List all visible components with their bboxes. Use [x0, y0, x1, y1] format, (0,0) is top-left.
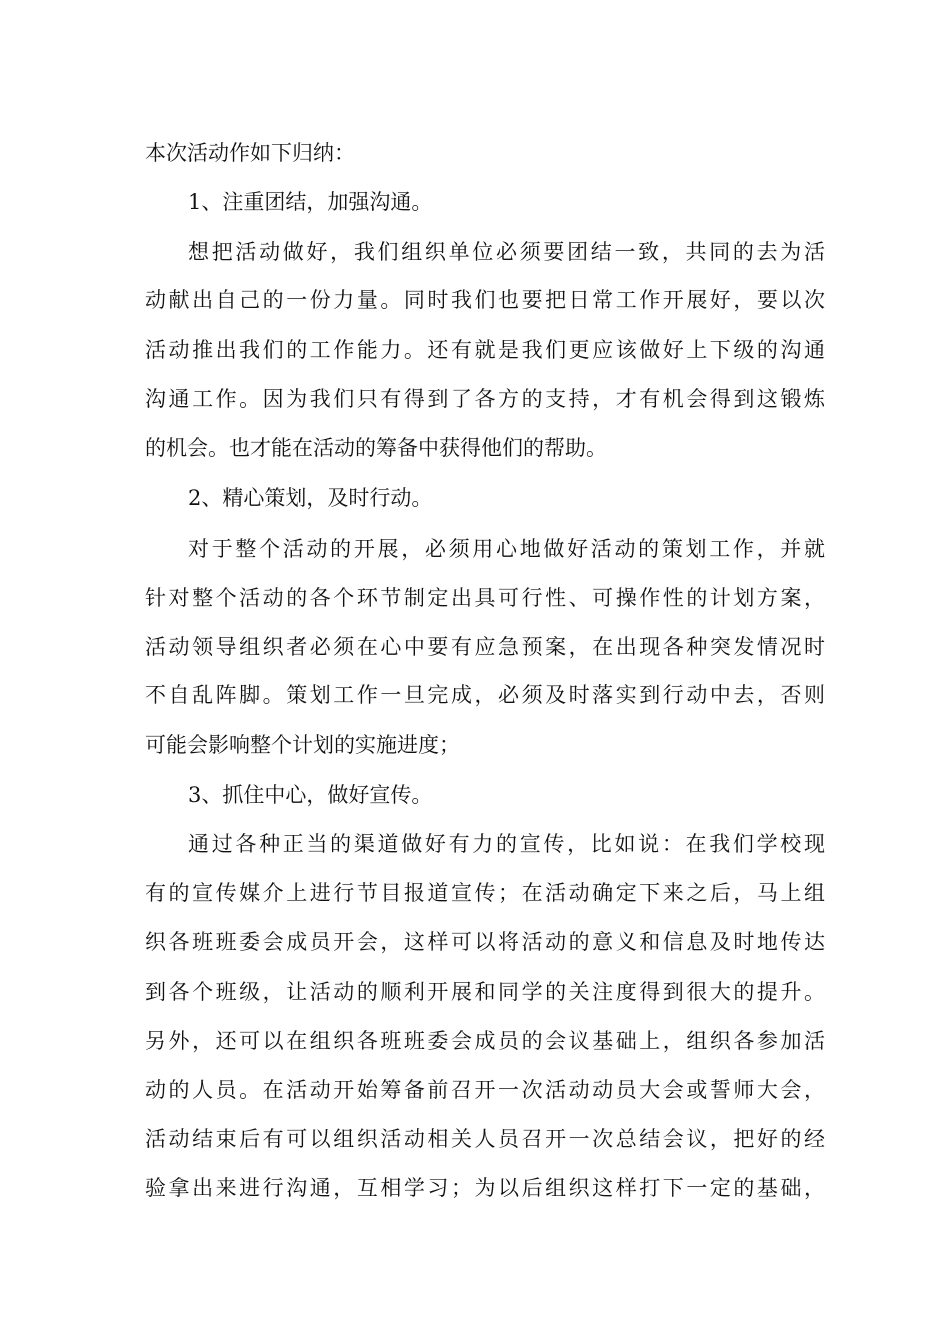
- paragraph-line: 可能会影响整个计划的实施进度；: [145, 733, 460, 757]
- paragraph-line: 通过各种正当的渠道做好有力的宣传，比如说：在我们学校现: [188, 832, 825, 856]
- paragraph-line: 沟通工作。因为我们只有得到了各方的支持，才有机会得到这锻炼: [145, 387, 825, 411]
- paragraph-line: 验拿出来进行沟通，互相学习；为以后组织这样打下一定的基础，: [145, 1176, 825, 1200]
- paragraph-line: 有的宣传媒介上进行节目报道宣传；在活动确定下来之后，马上组: [145, 881, 825, 905]
- paragraph-line: 到各个班级，让活动的顺利开展和同学的关注度得到很大的提升。: [145, 980, 825, 1004]
- paragraph-line: 动的人员。在活动开始筹备前召开一次活动动员大会或誓师大会，: [145, 1078, 825, 1102]
- summary-intro-line: 本次活动作如下归纳：: [145, 141, 355, 165]
- paragraph-line: 活动结束后有可以组织活动相关人员召开一次总结会议，把好的经: [145, 1127, 825, 1151]
- section-heading-1: 1、注重团结，加强沟通。: [188, 190, 433, 214]
- paragraph-line: 织各班班委会成员开会，这样可以将活动的意义和信息及时地传达: [145, 930, 825, 954]
- paragraph-line: 另外，还可以在组织各班班委会成员的会议基础上，组织各参加活: [145, 1029, 825, 1053]
- paragraph-line: 活动领导组织者必须在心中要有应急预案，在出现各种突发情况时: [145, 635, 825, 659]
- paragraph-line: 的机会。也才能在活动的筹备中获得他们的帮助。: [145, 436, 607, 460]
- paragraph-line: 针对整个活动的各个环节制定出具可行性、可操作性的计划方案，: [145, 586, 825, 610]
- section-heading-3: 3、抓住中心，做好宣传。: [188, 783, 433, 807]
- paragraph-line: 活动推出我们的工作能力。还有就是我们更应该做好上下级的沟通: [145, 338, 825, 362]
- section-heading-2: 2、精心策划，及时行动。: [188, 486, 433, 510]
- paragraph-line: 不自乱阵脚。策划工作一旦完成，必须及时落实到行动中去，否则: [145, 683, 825, 707]
- paragraph-line: 动献出自己的一份力量。同时我们也要把日常工作开展好，要以次: [145, 288, 825, 312]
- paragraph-line: 想把活动做好，我们组织单位必须要团结一致，共同的去为活: [188, 240, 825, 264]
- paragraph-line: 对于整个活动的开展，必须用心地做好活动的策划工作，并就: [188, 537, 825, 561]
